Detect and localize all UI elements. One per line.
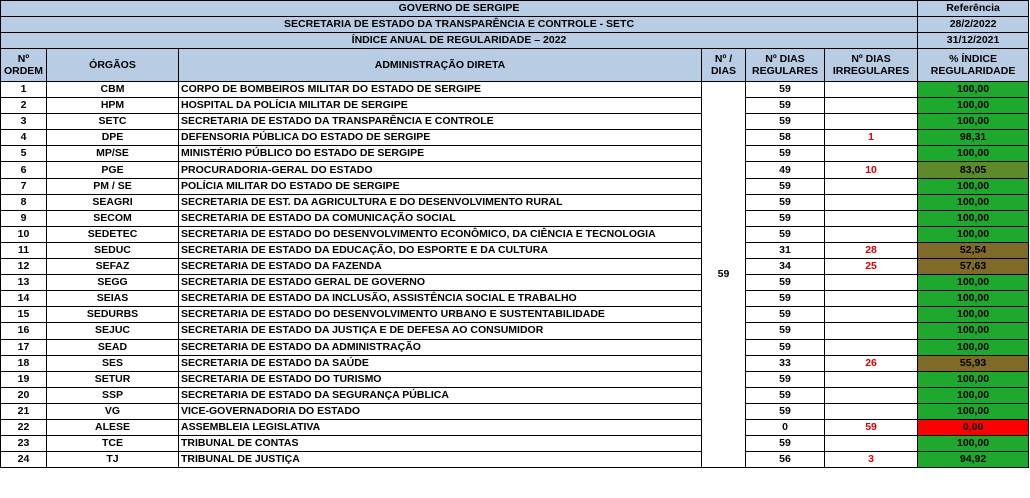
row-number: 17 (1, 339, 47, 355)
org-acronym: DPE (47, 130, 179, 146)
reference-date-1: 28/2/2022 (918, 17, 1029, 33)
regularity-index: 55,93 (918, 355, 1029, 371)
table-row (1, 242, 1029, 258)
org-acronym: MP/SE (47, 146, 179, 162)
regularity-index: 52,54 (918, 242, 1029, 258)
row-number: 9 (1, 210, 47, 226)
row-number: 3 (1, 114, 47, 130)
row-number: 16 (1, 323, 47, 339)
header-title: GOVERNO DE SERGIPE (1, 1, 918, 17)
table-row (1, 210, 1029, 226)
regularity-index: 100,00 (918, 307, 1029, 323)
org-name: MINISTÉRIO PÚBLICO DO ESTADO DE SERGIPE (179, 146, 702, 162)
regularity-index: 94,92 (918, 452, 1029, 468)
regular-days: 59 (746, 194, 825, 210)
org-name: TRIBUNAL DE JUSTIÇA (179, 452, 702, 468)
irregular-days: 10 (825, 162, 918, 178)
regular-days: 59 (746, 436, 825, 452)
regularity-index: 100,00 (918, 98, 1029, 114)
row-number: 6 (1, 162, 47, 178)
col-irregulares: Nº DIAS IRREGULARES (825, 49, 918, 82)
table-row (1, 226, 1029, 242)
table-row (1, 403, 1029, 419)
org-name: PROCURADORIA-GERAL DO ESTADO (179, 162, 702, 178)
regularity-index: 100,00 (918, 178, 1029, 194)
org-name: SECRETARIA DE ESTADO DO DESENVOLVIMENTO ECONÔMICO, DA CIÊNCIA E TECNOLOGIA (179, 226, 702, 242)
irregular-days (825, 275, 918, 291)
reference-label: Referência (918, 1, 1029, 17)
org-acronym: SEDURBS (47, 307, 179, 323)
table-row (1, 114, 1029, 130)
org-acronym: TCE (47, 436, 179, 452)
col-orgaos: ÓRGÃOS (47, 49, 179, 82)
row-number: 12 (1, 259, 47, 275)
org-name: SECRETARIA DE ESTADO DA SEGURANÇA PÚBLICA (179, 387, 702, 403)
org-acronym: SEAD (47, 339, 179, 355)
row-number: 5 (1, 146, 47, 162)
regularity-index: 100,00 (918, 82, 1029, 98)
irregular-days (825, 371, 918, 387)
irregular-days: 26 (825, 355, 918, 371)
table-row (1, 130, 1029, 146)
org-name: SECRETARIA DE ESTADO DA COMUNICAÇÃO SOCIAL (179, 210, 702, 226)
reference-date-2: 31/12/2021 (918, 33, 1029, 49)
org-name: POLÍCIA MILITAR DO ESTADO DE SERGIPE (179, 178, 702, 194)
org-acronym: TJ (47, 452, 179, 468)
table-row (1, 162, 1029, 178)
table-row (1, 178, 1029, 194)
row-number: 21 (1, 403, 47, 419)
regularity-index: 57,63 (918, 259, 1029, 275)
table-row (1, 259, 1029, 275)
row-number: 15 (1, 307, 47, 323)
org-acronym: SEDUC (47, 242, 179, 258)
org-acronym: SEGG (47, 275, 179, 291)
table-row (1, 98, 1029, 114)
irregular-days (825, 98, 918, 114)
org-name: SECRETARIA DE ESTADO DA TRANSPARÊNCIA E CONTROLE (179, 114, 702, 130)
org-name: VICE-GOVERNADORIA DO ESTADO (179, 403, 702, 419)
regular-days: 58 (746, 130, 825, 146)
table-row (1, 146, 1029, 162)
org-acronym: ALESE (47, 419, 179, 435)
table-row (1, 291, 1029, 307)
org-acronym: SSP (47, 387, 179, 403)
irregular-days (825, 387, 918, 403)
regular-days: 59 (746, 339, 825, 355)
org-acronym: PM / SE (47, 178, 179, 194)
irregular-days (825, 226, 918, 242)
regularity-index: 100,00 (918, 323, 1029, 339)
org-name: SECRETARIA DE ESTADO DA INCLUSÃO, ASSISTÊNCIA SOCIAL E TRABALHO (179, 291, 702, 307)
org-name: SECRETARIA DE ESTADO DO TURISMO (179, 371, 702, 387)
row-number: 22 (1, 419, 47, 435)
regular-days: 59 (746, 82, 825, 98)
regularity-index: 0,00 (918, 419, 1029, 435)
row-number: 23 (1, 436, 47, 452)
col-ordem: Nº ORDEM (1, 49, 47, 82)
regular-days: 59 (746, 403, 825, 419)
org-acronym: SEJUC (47, 323, 179, 339)
org-name: SECRETARIA DE ESTADO DA ADMINISTRAÇÃO (179, 339, 702, 355)
regularity-index: 100,00 (918, 194, 1029, 210)
col-dias: Nº / DIAS (702, 49, 746, 82)
regularity-index: 100,00 (918, 114, 1029, 130)
regular-days: 59 (746, 387, 825, 403)
org-acronym: SETC (47, 114, 179, 130)
regular-days: 49 (746, 162, 825, 178)
org-acronym: SEDETEC (47, 226, 179, 242)
total-days: 59 (702, 82, 746, 468)
org-name: SECRETARIA DE ESTADO DA SAÚDE (179, 355, 702, 371)
regularity-index: 100,00 (918, 339, 1029, 355)
org-name: SECRETARIA DE ESTADO DA EDUCAÇÃO, DO ESPORTE E DA CULTURA (179, 242, 702, 258)
irregular-days (825, 194, 918, 210)
org-acronym: HPM (47, 98, 179, 114)
irregular-days (825, 323, 918, 339)
row-number: 24 (1, 452, 47, 468)
row-number: 14 (1, 291, 47, 307)
header-subtitle: SECRETARIA DE ESTADO DA TRANSPARÊNCIA E CONTROLE - SETC (1, 17, 918, 33)
regular-days: 59 (746, 98, 825, 114)
irregular-days (825, 339, 918, 355)
org-name: HOSPITAL DA POLÍCIA MILITAR DE SERGIPE (179, 98, 702, 114)
row-number: 1 (1, 82, 47, 98)
org-acronym: SECOM (47, 210, 179, 226)
row-number: 2 (1, 98, 47, 114)
org-acronym: PGE (47, 162, 179, 178)
org-name: SECRETARIA DE ESTADO DA FAZENDA (179, 259, 702, 275)
irregular-days (825, 210, 918, 226)
regularity-index: 100,00 (918, 291, 1029, 307)
irregular-days (825, 146, 918, 162)
irregular-days: 28 (825, 242, 918, 258)
irregular-days (825, 291, 918, 307)
irregular-days (825, 403, 918, 419)
table-row (1, 339, 1029, 355)
regularity-index: 100,00 (918, 403, 1029, 419)
row-number: 20 (1, 387, 47, 403)
regular-days: 56 (746, 452, 825, 468)
irregular-days (825, 436, 918, 452)
irregular-days: 59 (825, 419, 918, 435)
regular-days: 0 (746, 419, 825, 435)
regularity-index: 100,00 (918, 146, 1029, 162)
irregular-days (825, 178, 918, 194)
regular-days: 34 (746, 259, 825, 275)
org-name: SECRETARIA DE ESTADO DA JUSTIÇA E DE DEFESA AO CONSUMIDOR (179, 323, 702, 339)
col-regulares: Nº DIAS REGULARES (746, 49, 825, 82)
row-number: 4 (1, 130, 47, 146)
org-acronym: SES (47, 355, 179, 371)
regularity-index: 100,00 (918, 387, 1029, 403)
table-row (1, 436, 1029, 452)
row-number: 19 (1, 371, 47, 387)
regular-days: 59 (746, 275, 825, 291)
regular-days: 33 (746, 355, 825, 371)
table-row (1, 452, 1029, 468)
org-acronym: SEFAZ (47, 259, 179, 275)
table-row (1, 194, 1029, 210)
table-row (1, 419, 1029, 435)
regular-days: 59 (746, 210, 825, 226)
org-acronym: SEAGRI (47, 194, 179, 210)
regular-days: 59 (746, 178, 825, 194)
regular-days: 59 (746, 323, 825, 339)
irregular-days (825, 114, 918, 130)
row-number: 13 (1, 275, 47, 291)
col-indice: % ÍNDICE REGULARIDADE (918, 49, 1029, 82)
org-name: CORPO DE BOMBEIROS MILITAR DO ESTADO DE SERGIPE (179, 82, 702, 98)
report-title: ÍNDICE ANUAL DE REGULARIDADE – 2022 (1, 33, 918, 49)
row-number: 7 (1, 178, 47, 194)
table-row (1, 275, 1029, 291)
regular-days: 59 (746, 371, 825, 387)
org-name: SECRETARIA DE ESTADO GERAL DE GOVERNO (179, 275, 702, 291)
org-acronym: SETUR (47, 371, 179, 387)
irregular-days (825, 307, 918, 323)
row-number: 10 (1, 226, 47, 242)
table-row (1, 82, 1029, 98)
row-number: 8 (1, 194, 47, 210)
org-name: ASSEMBLEIA LEGISLATIVA (179, 419, 702, 435)
regularity-index: 100,00 (918, 275, 1029, 291)
table-row (1, 371, 1029, 387)
regular-days: 59 (746, 114, 825, 130)
table-row (1, 387, 1029, 403)
org-name: SECRETARIA DE ESTADO DO DESENVOLVIMENTO URBANO E SUSTENTABILIDADE (179, 307, 702, 323)
regularity-index: 83,05 (918, 162, 1029, 178)
irregular-days (825, 82, 918, 98)
org-name: TRIBUNAL DE CONTAS (179, 436, 702, 452)
row-number: 11 (1, 242, 47, 258)
regularity-index: 100,00 (918, 210, 1029, 226)
regularity-index: 98,31 (918, 130, 1029, 146)
table-row (1, 307, 1029, 323)
col-administracao: ADMINISTRAÇÃO DIRETA (179, 49, 702, 82)
org-name: DEFENSORIA PÚBLICA DO ESTADO DE SERGIPE (179, 130, 702, 146)
regularity-index: 100,00 (918, 371, 1029, 387)
row-number: 18 (1, 355, 47, 371)
org-acronym: VG (47, 403, 179, 419)
irregular-days: 3 (825, 452, 918, 468)
regularity-index: 100,00 (918, 226, 1029, 242)
irregular-days: 1 (825, 130, 918, 146)
regular-days: 59 (746, 291, 825, 307)
regular-days: 59 (746, 226, 825, 242)
regular-days: 31 (746, 242, 825, 258)
org-acronym: CBM (47, 82, 179, 98)
org-name: SECRETARIA DE EST. DA AGRICULTURA E DO DESENVOLVIMENTO RURAL (179, 194, 702, 210)
regular-days: 59 (746, 146, 825, 162)
regularity-index: 100,00 (918, 436, 1029, 452)
regular-days: 59 (746, 307, 825, 323)
irregular-days: 25 (825, 259, 918, 275)
table-row (1, 355, 1029, 371)
table-row (1, 323, 1029, 339)
org-acronym: SEIAS (47, 291, 179, 307)
